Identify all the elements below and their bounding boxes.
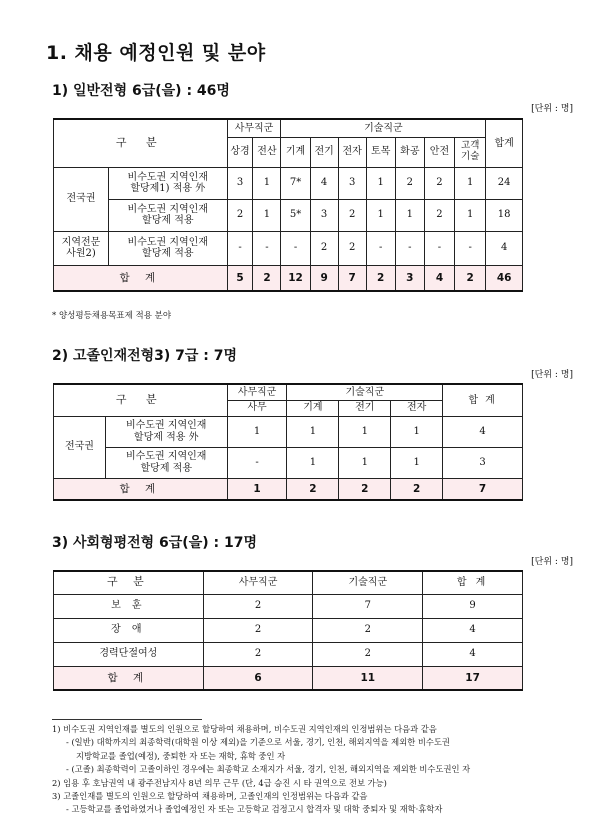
cell: - — [227, 231, 253, 265]
col-header: 토목 — [366, 137, 395, 167]
cell: 1 — [366, 199, 395, 231]
sum-label: 합 계 — [54, 478, 228, 500]
cell: 1 — [395, 199, 424, 231]
header-office-group: 사무직군 — [227, 119, 281, 137]
col-header: 기계 — [281, 137, 310, 167]
col-header: 사무 — [227, 400, 287, 416]
row-label: 비수도권 지역인재 할당제 적용 — [105, 447, 227, 478]
cell: 3 — [310, 199, 338, 231]
row-label: 비수도권 지역인재 할당제1) 적용 外 — [108, 167, 227, 199]
sum-cell: 17 — [423, 666, 523, 690]
col-header: 화공 — [395, 137, 424, 167]
header-office-group: 사무직군 — [203, 571, 313, 594]
col-header: 안전 — [424, 137, 454, 167]
header-total: 합 계 — [443, 384, 523, 416]
sum-cell: 2 — [366, 265, 395, 291]
section3-heading: 3) 사회형평전형 6급(을) : 17명 — [52, 535, 257, 551]
header-tech-group: 기술직군 — [281, 119, 486, 137]
footnote-1a: - (일반) 대학까지의 최종학력(대학원 이상 제외)을 기준으로 서울, 경기, 인천, 해외지역을 제외한 비수도권 — [66, 737, 450, 748]
table-row — [54, 199, 523, 231]
cell: - — [253, 231, 281, 265]
header-gubun: 구 분 — [54, 384, 228, 416]
cell: 1 — [287, 447, 339, 478]
header-office-group: 사무직군 — [227, 384, 287, 400]
cell: 2 — [313, 618, 423, 642]
table-row — [54, 594, 523, 618]
header-total: 합계 — [486, 119, 523, 167]
footnote-2: 2) 임용 후 호남권역 내 광주전남지사 8년 의무 근무 (단, 4급 승진 시 타 권역으로 전보 가능) — [52, 777, 387, 788]
sum-cell: 7 — [338, 265, 366, 291]
cell: - — [424, 231, 454, 265]
cell: 4 — [486, 231, 523, 265]
col-header: 고객 기술 — [455, 137, 486, 167]
cell: 9 — [423, 594, 523, 618]
cell: 1 — [253, 199, 281, 231]
header-gubun: 구 분 — [54, 571, 204, 594]
cell: - — [227, 447, 287, 478]
cell: - — [395, 231, 424, 265]
sum-cell: 7 — [443, 478, 523, 500]
cell: 2 — [424, 167, 454, 199]
col-header: 전자 — [391, 400, 443, 416]
sum-cell: 12 — [281, 265, 310, 291]
page-title: 1. 채용 예정인원 및 분야 — [46, 42, 266, 64]
section1-heading: 1) 일반전형 6급(을) : 46명 — [52, 83, 230, 99]
cell: 2 — [313, 642, 423, 666]
section2-heading: 2) 고졸인재전형3) 7급 : 7명 — [52, 348, 238, 364]
cell: 2 — [310, 231, 338, 265]
header-tech-group: 기술직군 — [313, 571, 423, 594]
cell: 1 — [339, 416, 391, 447]
footnote-1a-cont: 지방학교를 졸업(예정), 중퇴한 자 또는 재학, 휴학 중인 자 — [76, 750, 286, 761]
region-label: 전국권 — [54, 416, 106, 478]
cell: 4 — [310, 167, 338, 199]
row-label: 보 훈 — [54, 594, 204, 618]
unit-label-1: [단위 : 명] — [531, 104, 573, 114]
sum-cell: 46 — [486, 265, 523, 291]
table-social-equity — [53, 570, 523, 691]
cell: 1 — [391, 416, 443, 447]
cell: - — [366, 231, 395, 265]
table-row — [54, 447, 523, 478]
row-label: 경력단절여성 — [54, 642, 204, 666]
sum-cell: 5 — [227, 265, 253, 291]
sum-row — [54, 265, 523, 291]
cell: 1 — [227, 416, 287, 447]
header-gubun: 구 분 — [54, 119, 228, 167]
cell: 1 — [253, 167, 281, 199]
table-row — [54, 416, 523, 447]
cell: 4 — [423, 642, 523, 666]
col-header: 전기 — [310, 137, 338, 167]
col-header: 전기 — [339, 400, 391, 416]
cell: 7* — [281, 167, 310, 199]
cell: 2 — [395, 167, 424, 199]
cell: 3 — [443, 447, 523, 478]
sum-cell: 2 — [287, 478, 339, 500]
cell: 4 — [423, 618, 523, 642]
cell: 2 — [338, 199, 366, 231]
row-label: 비수도권 지역인재 할당제 적용 — [108, 231, 227, 265]
table-row — [54, 167, 523, 199]
region-label: 지역전문 사원2) — [54, 231, 109, 265]
cell: 1 — [455, 167, 486, 199]
header-tech-group: 기술직군 — [287, 384, 443, 400]
table-row — [54, 231, 523, 265]
footnote-1b: - (고졸) 최종학력이 고졸이하인 경우에는 최종학교 소재지가 서울, 경기, 인천, 해외지역을 제외한 비수도권인 자 — [66, 764, 471, 775]
header-total: 합 계 — [423, 571, 523, 594]
cell: 7 — [313, 594, 423, 618]
footnote-gender: * 양성평등채용목표제 적용 분야 — [52, 311, 172, 321]
sum-cell: 2 — [339, 478, 391, 500]
unit-label-3: [단위 : 명] — [531, 557, 573, 567]
sum-cell: 9 — [310, 265, 338, 291]
cell: 1 — [391, 447, 443, 478]
table-highschool — [53, 383, 523, 501]
cell: 2 — [203, 642, 313, 666]
footnote-3a: - 고등학교를 졸업하였거나 졸업예정인 자 또는 고등학교 검정고시 합격자 및 대학 중퇴자 및 재학·휴학자 — [66, 804, 443, 815]
sum-cell: 1 — [227, 478, 287, 500]
cell: 1 — [455, 199, 486, 231]
cell: 2 — [338, 231, 366, 265]
cell: 1 — [339, 447, 391, 478]
cell: 2 — [203, 594, 313, 618]
sum-cell: 3 — [395, 265, 424, 291]
footnote-1: 1) 비수도권 지역인재를 별도의 인원으로 할당하여 채용하며, 비수도권 지역인재의 인정범위는 다음과 같음 — [52, 724, 437, 734]
sum-row — [54, 666, 523, 690]
cell: 18 — [486, 199, 523, 231]
col-header: 전산 — [253, 137, 281, 167]
table-row — [54, 642, 523, 666]
sum-cell: 4 — [424, 265, 454, 291]
cell: - — [455, 231, 486, 265]
sum-label: 합 계 — [54, 265, 228, 291]
table-general — [53, 118, 523, 292]
sum-row — [54, 478, 523, 500]
sum-cell: 6 — [203, 666, 313, 690]
cell: 2 — [227, 199, 253, 231]
cell: - — [281, 231, 310, 265]
unit-label-2: [단위 : 명] — [531, 370, 573, 380]
cell: 3 — [338, 167, 366, 199]
cell: 3 — [227, 167, 253, 199]
cell: 2 — [424, 199, 454, 231]
sum-cell: 11 — [313, 666, 423, 690]
sum-cell: 2 — [253, 265, 281, 291]
row-label: 비수도권 지역인재 할당제 적용 — [108, 199, 227, 231]
sum-cell: 2 — [391, 478, 443, 500]
row-label: 장 애 — [54, 618, 204, 642]
table-row — [54, 618, 523, 642]
col-header: 기계 — [287, 400, 339, 416]
cell: 1 — [366, 167, 395, 199]
col-header: 상경 — [227, 137, 253, 167]
footnotes — [52, 723, 582, 817]
footnote-divider — [52, 719, 202, 720]
cell: 5* — [281, 199, 310, 231]
col-header: 전자 — [338, 137, 366, 167]
cell: 24 — [486, 167, 523, 199]
sum-cell: 2 — [455, 265, 486, 291]
cell: 4 — [443, 416, 523, 447]
footnote-3: 3) 고졸인재를 별도의 인원으로 할당하여 채용하며, 고졸인재의 인정범위는 다음과 같음 — [52, 791, 368, 802]
region-label: 전국권 — [54, 167, 109, 231]
sum-label: 합 계 — [54, 666, 204, 690]
cell: 2 — [203, 618, 313, 642]
cell: 1 — [287, 416, 339, 447]
row-label: 비수도권 지역인재 할당제 적용 外 — [105, 416, 227, 447]
